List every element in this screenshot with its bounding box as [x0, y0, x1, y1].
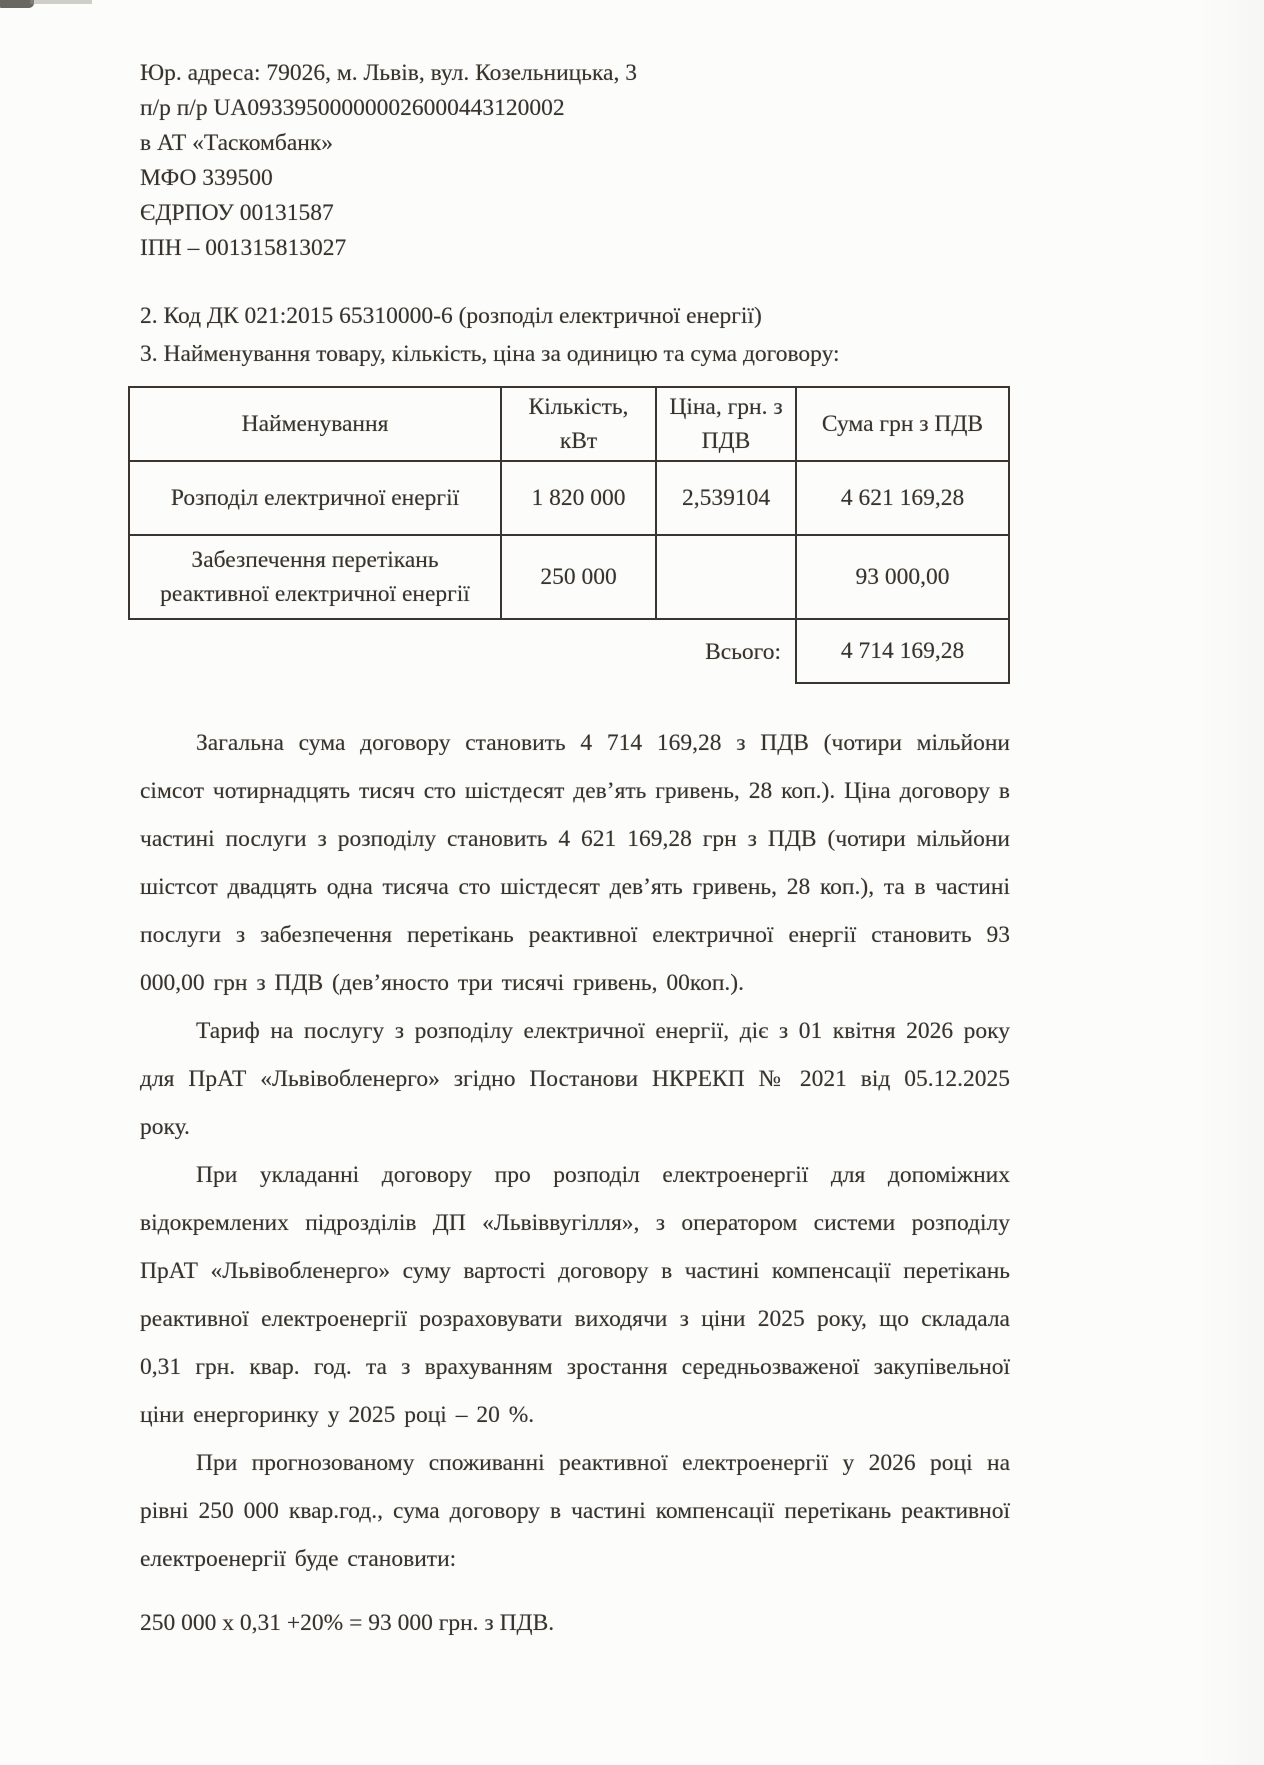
company-bank-account: п/р п/р UA093395000000026000443120002 — [140, 95, 565, 121]
cell-item-quantity: 1 820 000 — [501, 461, 656, 535]
company-bank-name: в АТ «Таскомбанк» — [140, 130, 334, 156]
cell-item-price — [656, 535, 796, 619]
paragraph-forecast: При прогнозованому споживанні реактивної електроенергії у 2026 році на рівні 250 000 квар.год., сума договору в частині компенсації перетікань реактивної електроенергії буде становити: — [140, 1450, 1010, 1573]
company-edrpou: ЄДРПОУ 00131587 — [140, 200, 334, 226]
clause-2-dk-code: 2. Код ДК 021:2015 65310000-6 (розподіл електричної енергії) — [140, 303, 762, 329]
table-total-row — [129, 619, 1009, 683]
formula-line: 250 000 х 0,31 +20% = 93 000 грн. з ПДВ. — [140, 1610, 555, 1637]
cell-item-sum: 4 621 169,28 — [796, 461, 1009, 535]
paragraph-contract-terms: При укладанні договору про розподіл електроенергії для допоміжних відокремлених підрозділів ДП «Львіввугілля», з оператором системи розподілу ПрАТ «Львівобленерго» суму вартості договору в частині компенсації перетікань реактивної електроенергії розраховувати виходячи з ціни 2025 року, що складала 0,31 грн. квар. год. та з врахуванням зростання середньозваженої закупівельної ціни енергоринку у 2025 році – 20 %. — [140, 1162, 1010, 1429]
clauses-block — [140, 297, 1010, 373]
total-label: Всього: — [129, 619, 796, 683]
company-mfo: МФО 339500 — [140, 165, 273, 191]
total-value: 4 714 169,28 — [796, 619, 1009, 683]
cell-item-name: Забезпечення перетікань реактивної електричної енергії — [129, 535, 501, 619]
column-header-sum: Сума грн з ПДВ — [796, 387, 1009, 461]
scan-corner-artifact-tail — [30, 0, 92, 4]
table-row — [129, 535, 1009, 619]
cell-item-quantity: 250 000 — [501, 535, 656, 619]
column-header-price: Ціна, грн. з ПДВ — [656, 387, 796, 461]
scan-corner-artifact — [0, 0, 34, 8]
company-legal-address: Юр. адреса: 79026, м. Львів, вул. Козельницька, 3 — [140, 60, 637, 86]
items-table — [128, 386, 1010, 684]
cell-item-price: 2,539104 — [656, 461, 796, 535]
clause-3-items-intro: 3. Найменування товару, кількість, ціна за одиницю та сума договору: — [140, 341, 840, 367]
column-header-quantity: Кількість, кВт — [501, 387, 656, 461]
body-text-block — [140, 719, 1010, 1583]
company-details-block — [140, 56, 1010, 266]
paragraph-total-sum: Загальна сума договору становить 4 714 169,28 з ПДВ (чотири мільйони сімсот чотирнадцять тисяч сто шістдесят дев’ять гривень, 28 коп.). Ціна договору в частині послуги з розподілу становить 4 621 169,28 грн з ПДВ (чотири мільйони шістсот двадцять одна тисяча сто шістдесят дев’ять гривень, 28 коп.), та в частині послуги з забезпечення перетікань реактивної електричної енергії становить 93 000,00 грн з ПДВ (дев’яносто три тисячі гривень, 00коп.). — [140, 730, 1010, 997]
cell-item-name: Розподіл електричної енергії — [129, 461, 501, 535]
table-row — [129, 461, 1009, 535]
company-ipn: ІПН – 001315813027 — [140, 235, 347, 261]
paragraph-tariff: Тариф на послугу з розподілу електричної енергії, діє з 01 квітня 2026 року для ПрАТ «Львівобленерго» згідно Постанови НКРЕКП № 2021 від 05.12.2025 року. — [140, 1018, 1010, 1141]
column-header-name: Найменування — [129, 387, 501, 461]
table-header-row — [129, 387, 1009, 461]
cell-item-sum: 93 000,00 — [796, 535, 1009, 619]
